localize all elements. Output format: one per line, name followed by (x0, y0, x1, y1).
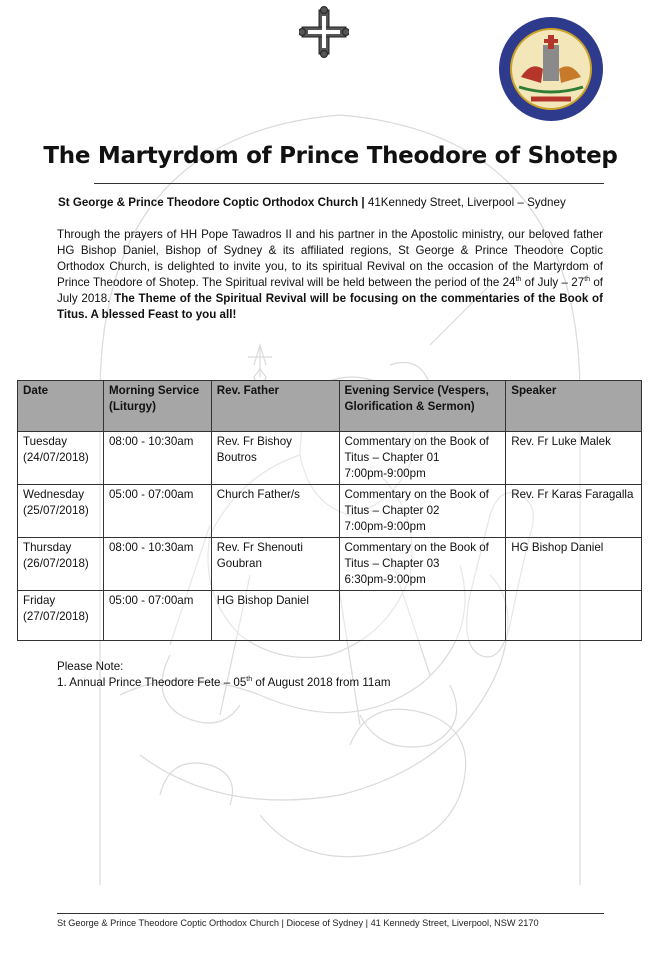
evening-time: 7:00pm-9:00pm (344, 520, 426, 533)
date-label: (26/07/2018) (23, 557, 89, 570)
cell-date (18, 538, 104, 591)
church-name: St George & Prince Theodore Coptic Orthodox Church (58, 196, 359, 209)
footer-divider (57, 913, 604, 914)
note-item-text: of August 2018 from 11am (252, 676, 391, 689)
cell-father: HG Bishop Daniel (211, 591, 339, 641)
cell-date (18, 432, 104, 485)
cell-father: Rev. Fr Shenouti Goubran (211, 538, 339, 591)
coptic-cross-icon (299, 6, 349, 58)
cell-speaker (506, 591, 642, 641)
schedule-table (17, 380, 642, 641)
table-row (18, 591, 642, 641)
header-speaker: Speaker (506, 381, 642, 432)
cell-evening (339, 432, 506, 485)
cell-morning: 05:00 - 07:00am (103, 591, 211, 641)
table-row (18, 538, 642, 591)
evening-line: Commentary on the Book of (344, 488, 489, 501)
evening-line: Commentary on the Book of (344, 435, 489, 448)
cell-speaker: Rev. Fr Karas Faragalla (506, 485, 642, 538)
date-label: (25/07/2018) (23, 504, 89, 517)
cell-evening (339, 591, 506, 641)
note-item (57, 675, 390, 691)
intro-text: Through the prayers of HH Pope Tawadros II and his partner in the Apostolic ministry, our beloved father HG Bishop Daniel, Bishop of Sydney & its affiliated regions, St George & Prince Theodore Coptic Orthodox Church, is delighted to invite you, to its spiritual Revival on the occasion of the Martyrdom of Prince Theodore of Shotep. The Spiritual revival will be held between the period of the 24 (57, 228, 603, 290)
cell-date (18, 485, 104, 538)
note-heading: Please Note: (57, 660, 124, 673)
day-label: Thursday (23, 541, 72, 554)
evening-line: Commentary on the Book of (344, 541, 489, 554)
intro-paragraph (57, 227, 603, 324)
header-date: Date (18, 381, 104, 432)
cell-father: Rev. Fr Bishoy Boutros (211, 432, 339, 485)
intro-text: of July 2018. (57, 276, 604, 306)
document-title: The Martyrdom of Prince Theodore of Shotep (43, 143, 618, 169)
please-note-section (57, 659, 390, 691)
intro-theme-bold: The Theme of the Spiritual Revival will be focusing on the commentaries of the Book of Titus. A blessed Feast to you all! (57, 292, 603, 322)
cell-speaker: HG Bishop Daniel (506, 538, 642, 591)
cell-morning: 08:00 - 10:30am (103, 538, 211, 591)
schedule-header-row (18, 381, 642, 432)
church-address: 41Kennedy Street, Liverpool – Sydney (367, 196, 566, 209)
evening-line: Titus – Chapter 02 (344, 504, 440, 517)
cell-date (18, 591, 104, 641)
cell-morning: 05:00 - 07:00am (103, 485, 211, 538)
intro-superscript: th (515, 276, 522, 284)
cell-evening (339, 485, 506, 538)
date-label: (27/07/2018) (23, 610, 89, 623)
evening-time: 7:00pm-9:00pm (344, 467, 426, 480)
header-morning-service: Morning Service (Liturgy) (103, 381, 211, 432)
table-row (18, 432, 642, 485)
cell-speaker: Rev. Fr Luke Malek (506, 432, 642, 485)
day-label: Tuesday (23, 435, 68, 448)
note-item-text: 1. Annual Prince Theodore Fete – 05 (57, 676, 247, 689)
cell-father: Church Father/s (211, 485, 339, 538)
footer-text: St George & Prince Theodore Coptic Orthodox Church | Diocese of Sydney | 41 Kennedy Street, Liverpool, NSW 2170 (57, 918, 539, 928)
intro-superscript: th (584, 276, 591, 284)
day-label: Wednesday (23, 488, 85, 501)
church-separator: | (358, 196, 368, 209)
header-evening-service: Evening Service (Vespers, Glorification & Sermon) (339, 381, 506, 432)
cell-morning: 08:00 - 10:30am (103, 432, 211, 485)
title-underline-divider (94, 183, 604, 184)
intro-text: of July – 27 (521, 276, 585, 290)
evening-time: 6:30pm-9:00pm (344, 573, 426, 586)
table-row (18, 485, 642, 538)
evening-line: Titus – Chapter 03 (344, 557, 440, 570)
evening-line: Titus – Chapter 01 (344, 451, 440, 464)
date-label: (24/07/2018) (23, 451, 89, 464)
cell-evening (339, 538, 506, 591)
church-address-line (58, 196, 618, 209)
header-rev-father: Rev. Father (211, 381, 339, 432)
church-logo (497, 15, 605, 123)
day-label: Friday (23, 594, 56, 607)
note-superscript: th (246, 676, 253, 684)
